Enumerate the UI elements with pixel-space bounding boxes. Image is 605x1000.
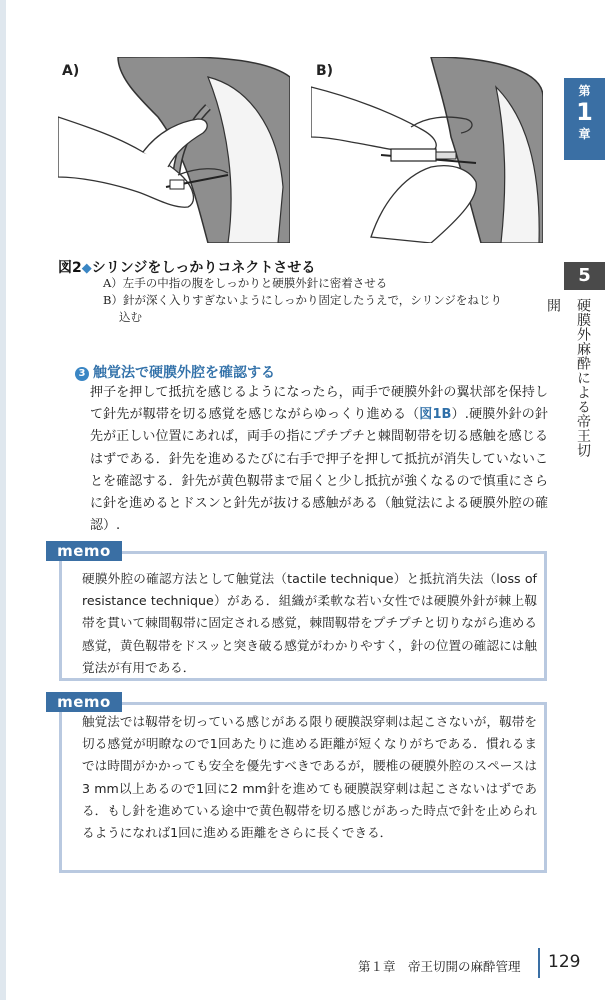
figure-sub-b-line1: B）針が深く入りすぎないようにしっかり固定したうえで，シリンジをねじり xyxy=(103,293,502,307)
section-title: 触覚法で硬膜外腔を確認する xyxy=(93,365,275,381)
page-edge xyxy=(0,0,6,1000)
footer-divider xyxy=(538,948,540,978)
memo-label-2: memo xyxy=(46,692,122,712)
panel-a-label: A) xyxy=(62,63,80,79)
figure-sub-b-line2: 込む xyxy=(119,310,142,324)
section-side-title: 硬膜外麻酔による帝王切開 xyxy=(545,298,591,458)
figure-reference-link[interactable]: 図1B xyxy=(419,407,452,423)
figure-title-text: シリンジをしっかりコネクトさせる xyxy=(91,260,316,276)
figure-sub-a: A）左手の中指の腹をしっかりと硬膜外針に密着させる xyxy=(103,276,388,290)
diamond-icon: ◆ xyxy=(81,261,92,276)
memo-label-1: memo xyxy=(46,541,122,561)
chapter-tab[interactable] xyxy=(564,78,605,160)
panel-b-label: B) xyxy=(316,63,334,79)
illustration-a xyxy=(58,57,290,243)
chapter-suffix: 章 xyxy=(578,127,591,141)
chapter-number: 1 xyxy=(576,98,593,126)
section-body xyxy=(90,382,548,537)
section-number-badge: 3 xyxy=(75,367,89,381)
section-body-part2: ）.硬膜外針の針先が正しい位置にあれば，両手の指にプチプチと棘間靭帯を切る感触を感じるはずである．針先を進めるたびに右手で押子を押して抵抗が消失していないことを確認する．針先が黄色靱帯まで届くと少し抵抗が強くなるので慎重にさらに針を進めるとドスンと針先が抜ける感触がある（触覚法による硬膜外腔の確認）. xyxy=(90,407,548,534)
section-body-part1: 押子を押して抵抗を感じるようになったら，両手で硬膜外針の翼状部を保持して針先が靱帯を切る感覚を感じながらゆっくり進める（ xyxy=(90,385,548,423)
section-heading xyxy=(75,362,275,382)
illustration-b xyxy=(311,57,543,243)
chapter-prefix: 第 xyxy=(578,84,591,98)
section-tab[interactable]: 5 xyxy=(564,262,605,290)
footer-chapter-title: 第１章 帝王切開の麻酔管理 xyxy=(358,959,521,974)
figure-panel-a xyxy=(58,57,290,243)
figure-panel-b xyxy=(311,57,543,243)
memo-text-2: 触覚法では靱帯を切っている感じがある限り硬膜誤穿刺は起こさないが，靱帯を切る感覚が明瞭なので1回あたりに進める距離が短くなりがちである．慣れるまでは時間がかかっても安全を優先すべきであるが，腰椎の硬膜外腔のスペースは3 mm以上あるので1回に2 mm針を進めても硬膜誤穿刺は起こさないはずである．もし針を進めている途中で黄色靱帯を切る感じがあった時点で針を止められるようになれば1回に進める距離をさらに長くできる． xyxy=(82,714,537,841)
page-number: 129 xyxy=(548,952,581,972)
memo-text-1: 硬膜外腔の確認方法として触覚法（tactile technique）と抵抗消失法（loss of resistance technique）がある．組織が柔軟な若い女性では硬膜外針が棘上靱帯を貫いて棘間靱帯に固定される感覚，棘間靱帯をプチプチと切りながら進める感覚，黄色靱帯をドスッと突き破る感覚がわかりやすく，針の位置の確認には触覚法が有用である． xyxy=(82,571,537,675)
figure-sub-b xyxy=(103,292,558,326)
figure-caption-title xyxy=(58,257,315,277)
figure-number: 図2 xyxy=(58,260,82,276)
